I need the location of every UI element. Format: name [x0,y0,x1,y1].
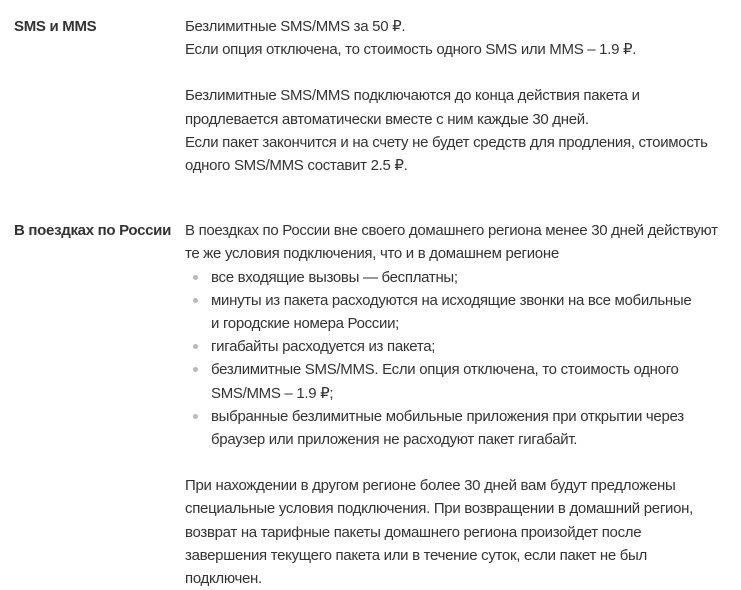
text-line: Безлимитные SMS/MMS за 50 ₽. [185,18,406,35]
bullet-item-text [211,405,737,451]
tariff-section [14,219,737,590]
bullet-list [185,266,737,452]
bullet-icon [193,275,198,280]
bullet-icon [193,298,198,303]
text-line: SMS/MMS – 1.9 ₽; [211,384,334,402]
text-line: Безлимитные SMS/MMS подключаются до конца действия пакета и [185,87,640,105]
text-line: завершения текущего пакета или в течение суток, если пакет не был [185,546,647,564]
text-line: и городские номера России; [211,315,400,333]
section-label: В поездках по России [14,222,172,240]
bullet-list-item [185,289,737,335]
text-line: все входящие вызовы — бесплатны; [211,268,458,286]
tariff-section [14,15,737,177]
bullet-list-item [185,358,737,404]
text-line: те же условия подключения, что и в домашнем регионе [185,245,559,263]
text-line: Если пакет закончится и на счету не будет средств для продления, стоимость [185,133,708,151]
text-line: возврат на тарифные пакеты домашнего региона произойдет после [185,523,642,541]
paragraph [185,84,737,177]
bullet-list-item [185,405,737,451]
text-line: В поездках по России вне своего домашнего региона менее 30 дней действуют [185,222,718,240]
bullet-icon [193,414,198,419]
text-line: подключен. [185,570,262,588]
section-label: SMS и MMS [14,18,97,35]
text-line: минуты из пакета расходуются на исходящие звонки на все мобильные [211,291,692,309]
bullet-list-item [185,335,737,358]
bullet-item-text [211,358,737,404]
bullet-icon [193,344,198,349]
text-line: При нахождении в другом регионе более 30 дней вам будут предложены [185,477,676,495]
text-line: продлевается автоматически вместе с ним каждые 30 дней. [185,110,589,128]
paragraph [185,474,737,590]
section-content [185,219,737,590]
bullet-icon [193,367,198,372]
text-line: гигабайты расходуется из пакета; [211,338,436,356]
paragraph [185,219,737,265]
section-content [185,15,737,177]
text-line: выбранные безлимитные мобильные приложения при открытии через [211,407,684,425]
text-line: безлимитные SMS/MMS. Если опция отключена, то стоимость одного [211,361,679,379]
paragraph [185,15,737,61]
text-line: Если опция отключена, то стоимость одного SMS или MMS – 1.9 ₽. [185,41,637,59]
sections-container [14,15,737,590]
bullet-list-item [185,266,737,289]
bullet-item-text [211,289,737,335]
bullet-item-text [211,266,737,289]
bullet-item-text [211,335,737,358]
text-line: браузер или приложения не расходуют пакет гигабайт. [211,431,578,449]
text-line: одного SMS/MMS составит 2.5 ₽. [185,157,408,175]
text-line: специальные условия подключения. При возвращении в домашний регион, [185,500,693,518]
